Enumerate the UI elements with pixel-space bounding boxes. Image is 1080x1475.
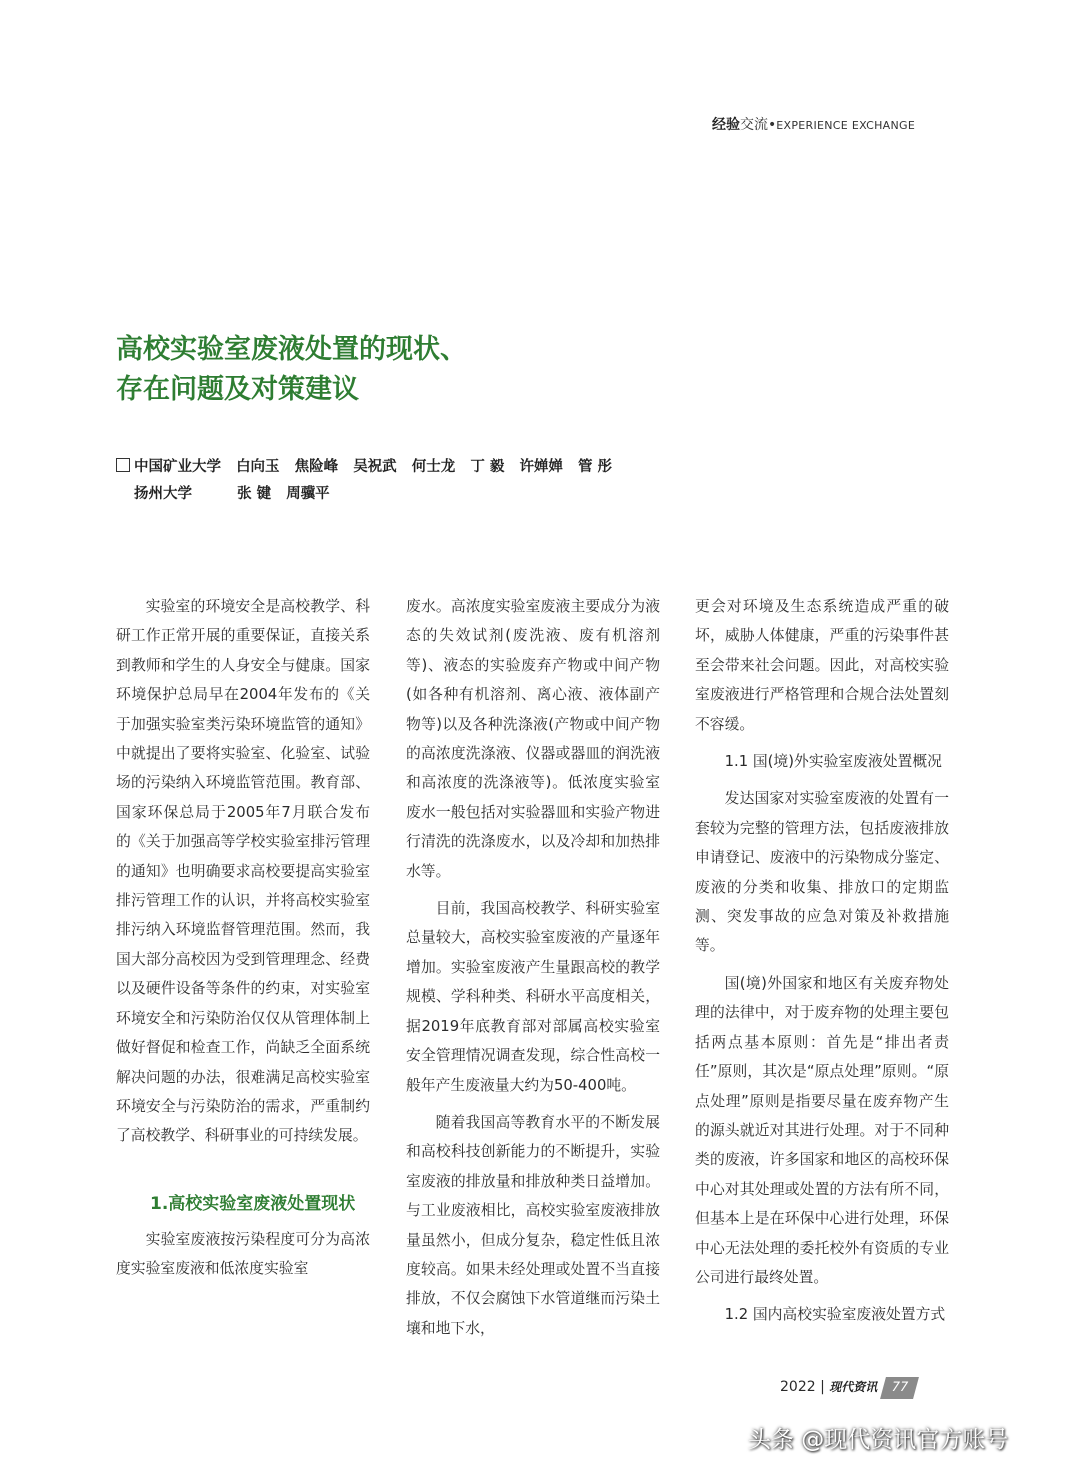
paragraph: 随着我国高等教育水平的不断发展和高校科技创新能力的不断提升，实验室废液的排放量和排放种类日益增加。与工业废液相比，高校实验室废液排放量虽然小，但成分复杂，稳定性低且浓度较高。如果未经处理或处置不当直接排放，不仅会腐蚀下水管道继而污染土壤和地下水， — [406, 1113, 660, 1337]
section-label-en: EXPERIENCE EXCHANGE — [776, 119, 916, 132]
paragraph: 更会对环境及生态系统造成严重的破坏，威胁人体健康，严重的污染事件甚至会带来社会问题。因此，对高校实验室废液进行严格管理和合规合法处置刻不容缓。 — [695, 598, 949, 733]
author-line-1 — [116, 454, 756, 481]
author-name: 管 彤 — [578, 459, 613, 475]
title-line-2: 存在问题及对策建议 — [116, 374, 359, 405]
watermark: 头条 @现代资讯官方账号 — [748, 1427, 1009, 1453]
paragraph: 废水。高浓度实验室废液主要成分为液态的失效试剂(废洗液、废有机溶剂等)、液态的实验废弃产物或中间产物(如各种有机溶剂、离心液、液体副产物等)以及各种洗涤液(产物或中间产物的高浓度洗涤液、仪器或器皿的润洗液和高浓度的洗涤液等)。低浓度实验室废水一般包括对实验器皿和实验产物进行清洗的洗涤废水，以及冷却和加热排水等。 — [406, 598, 660, 880]
square-bullet-icon — [116, 458, 130, 472]
author-name: 何士龙 — [411, 459, 456, 475]
author-name: 周骥平 — [286, 486, 330, 502]
magazine-logo: 现代资讯 — [829, 1380, 878, 1394]
author-name: 张 键 — [237, 486, 272, 502]
affiliation-1: 中国矿业大学 — [134, 459, 221, 475]
paragraph: 发达国家对实验室废液的处置有一套较为完整的管理方法，包括废液排放申请登记、废液中的污染物成分鉴定、废液的分类和收集、排放口的定期监测、突发事故的应急对策及补救措施等。 — [695, 790, 949, 955]
paragraph: 国(境)外国家和地区有关废弃物处理的法律中，对于废弃物的处理主要包括两点基本原则：首先是“排出者责任”原则，其次是“原点处理”原则。“原点处理”原则是指要尽量在废弃物产生的源头就近对其进行处理。对于不同种类的废液，许多国家和地区的高校环保中心对其处理或处置的方法有所不同，但基本上是在环保中心进行处理，环保中心无法处理的委托校外有资质的专业公司进行最终处置。 — [695, 974, 949, 1286]
author-block — [116, 454, 756, 508]
title-line-1: 高校实验室废液处置的现状、 — [116, 334, 467, 365]
paragraph: 实验室废液按污染程度可分为高浓度实验室废液和低浓度实验室 — [116, 1230, 370, 1278]
paragraph: 实验室的环境安全是高校教学、科研工作正常开展的重要保证，直接关系到教师和学生的人身安全与健康。国家环境保护总局早在2004年发布的《关于加强实验室类污染环境监管的通知》中就提出了要将实验室、化验室、试验场的污染纳入环境监管范围。教育部、国家环保总局于2005年7月联合发布的《关于加强高等学校实验室排污管理的通知》也明确要求高校要提高实验室排污管理工作的认识，并将高校实验室排污纳入环境监督管理范围。然而，我国大部分高校因为受到管理理念、经费以及硬件设备等条件的约束，对实验室环境安全和污染防治仅仅从管理体制上做好督促和检查工作，尚缺乏全面系统解决问题的办法，很难满足高校实验室环境安全与污染防治的需求，严重制约了高校教学、科研事业的可持续发展。 — [116, 598, 370, 1145]
article-title — [116, 330, 716, 410]
affiliation-2: 扬州大学 — [134, 486, 192, 502]
paragraph: 目前，我国高校教学、科研实验室总量较大，高校实验室废液的产量逐年增加。实验室废液产生量跟高校的教学规模、学科种类、科研水平高度相关，据2019年底教育部对部属高校实验室安全管理情况调查发现，综合性高校一般年产生废液量大约为50-400吨。 — [406, 900, 660, 1094]
section-label-bold: 经验 — [712, 117, 740, 133]
text-column-3 — [695, 592, 949, 1330]
section-header — [712, 115, 952, 135]
section-label: 交流• — [740, 117, 777, 133]
author-name: 许婵婵 — [519, 459, 563, 475]
text-column-2 — [406, 592, 660, 1343]
issue-year: 2022 — [780, 1379, 816, 1395]
text-column-1 — [116, 592, 370, 1284]
author-name: 吴祝武 — [353, 459, 397, 475]
page-number: 77 — [880, 1377, 918, 1399]
subsection-heading: 1.1 国(境)外实验室废液处置概况 — [724, 753, 942, 771]
author-line-2 — [116, 481, 756, 508]
subsection-heading: 1.2 国内高校实验室废液处置方式 — [724, 1306, 946, 1324]
section-heading: 1.高校实验室废液处置现状 — [150, 1193, 356, 1214]
author-name: 丁 毅 — [470, 459, 505, 475]
page-footer: 2022 | 现代资讯 77 — [780, 1376, 950, 1398]
author-name: 焦险峰 — [294, 459, 339, 475]
author-name: 白向玉 — [236, 459, 280, 475]
